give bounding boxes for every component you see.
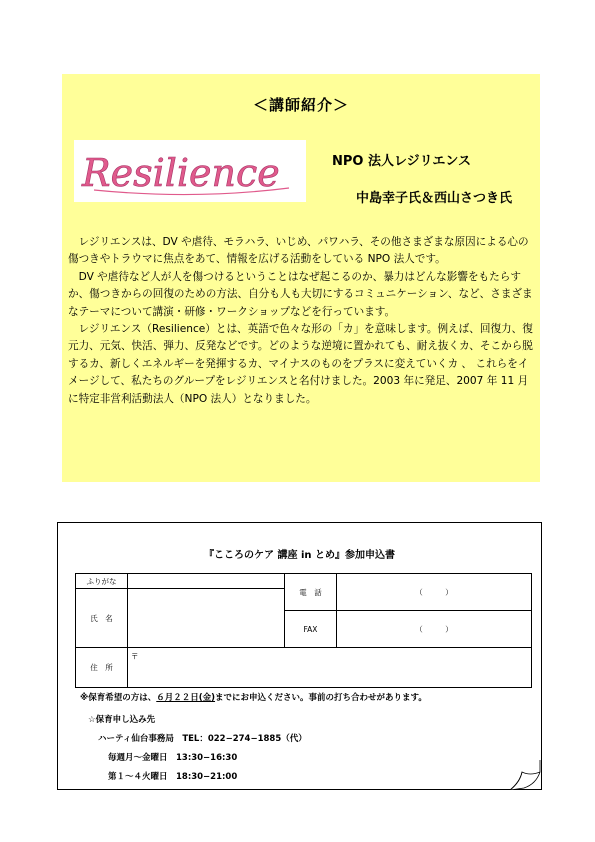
logo-wordmark: Resilience [82, 151, 280, 195]
org-name: NPO 法人レジリエンス [332, 154, 472, 169]
name-field[interactable] [128, 589, 285, 648]
address-label: 住 所 [76, 648, 128, 688]
fax-label: FAX [285, 611, 337, 648]
childcare-note [80, 691, 427, 703]
application-form [57, 522, 542, 790]
phone-label: 電 話 [285, 574, 337, 611]
application-table [75, 573, 532, 688]
instructor-description [68, 234, 536, 408]
childcare-office: ハーティ仙台事務局 TEL：022−274−1885（代） [98, 734, 307, 744]
page-curl-icon [506, 760, 542, 790]
note-suffix: までにお申込ください。事前の打ち合わせがあります。 [215, 693, 427, 703]
form-title: 『こころのケア 講座 in とめ』参加申込書 [204, 550, 395, 561]
description-paragraph: レジリエンス（Resilience）とは、英語で色々な形の「カ」を意味します。例えば、回復力、復元力、元気、快活、弾力、反発などです。どのような逆境に置かれても、耐え抜くカ、そこから脱するカ、新しくエネルギーを発揮するカ、マイナスのものをプラスに変えていくカ 、 これらをイメージして、私たちのグループをレジリエンスと名付けました。2003 年に発足、2007 年 11 月に特定非営利活動法人（NPO 法人）となりました。 [68, 323, 533, 405]
childcare-hours-tuesday: 第１〜４火曜日 18:30−21:00 [108, 772, 238, 782]
instructor-heading: ＜講師紹介＞ [252, 96, 349, 114]
furigana-label: ふりがな [76, 574, 128, 589]
address-field[interactable] [128, 648, 532, 688]
instructor-section [62, 74, 540, 482]
childcare-contact [88, 711, 307, 787]
description-paragraph: レジリエンスは、DV や虐待、モラハラ、いじめ、パワハラ、その他さまざまな原因による心の傷つきやトラウマに焦点をあて、情報を広げる活動をしている NPO 法人です。 [68, 236, 529, 266]
note-deadline: ６月２２日(金) [156, 693, 216, 703]
childcare-heading: ☆保育申し込み先 [88, 715, 156, 725]
phone-field[interactable]: （ ） [337, 574, 532, 611]
resilience-logo [74, 140, 306, 202]
childcare-hours-weekday: 毎週月〜金曜日 13:30−16:30 [108, 753, 238, 763]
furigana-field[interactable] [128, 574, 285, 589]
resilience-logo-art [74, 140, 306, 202]
note-prefix: ※保育希望の方は、 [80, 693, 157, 703]
speaker-names: 中島幸子氏＆西山さつき氏 [356, 191, 513, 206]
name-label: 氏 名 [76, 589, 128, 648]
fax-field[interactable]: （ ） [337, 611, 532, 648]
description-paragraph: DV や虐待など人が人を傷つけるということはなぜ起こるのか、暴力はどんな影響をもたらすか、傷つきからの回復のための方法、自分も人も大切にするコミュニケーション、など、さまざまなテーマについて講演・研修・ワークショップなどを行っています。 [68, 270, 533, 318]
postal-mark: 〒 [131, 652, 139, 661]
